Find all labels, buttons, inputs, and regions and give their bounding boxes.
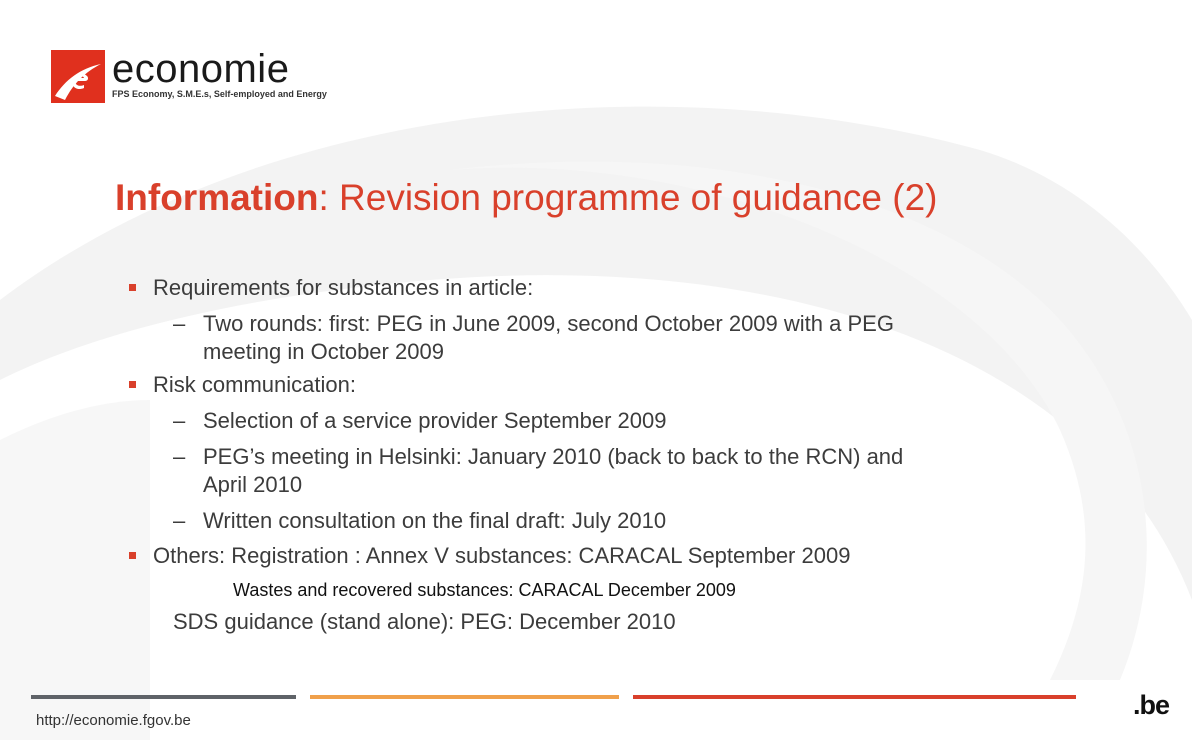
bullet-item-1: Requirements for substances in article: xyxy=(153,275,534,300)
logo-wordmark: economie xyxy=(112,47,290,91)
footer-bar-grey xyxy=(31,695,296,699)
bullet-square-icon xyxy=(129,284,136,291)
footer-url-link[interactable]: http://economie.fgov.be xyxy=(36,712,191,729)
be-logo: .be xyxy=(1133,690,1170,720)
sub-item-1-1-cont: meeting in October 2009 xyxy=(203,339,444,364)
dash-marker: – xyxy=(173,311,186,336)
bullet-item-3: Others: Registration : Annex V substances: CARACAL September 2009 xyxy=(153,543,851,568)
sub-item-2-2-cont: April 2010 xyxy=(203,472,303,497)
title-bold: Information xyxy=(115,177,319,218)
footer-bar-orange xyxy=(310,695,619,699)
bullet-item-2: Risk communication: xyxy=(153,372,356,397)
title-rest: : Revision programme of guidance (2) xyxy=(318,177,938,218)
bullet-item-3-cont-1: Wastes and recovered substances: CARACAL December 2009 xyxy=(233,580,736,600)
dash-marker: – xyxy=(173,444,186,469)
bullet-item-3-cont-2: SDS guidance (stand alone): PEG: December 2010 xyxy=(173,609,676,634)
sub-item-2-3: Written consultation on the final draft: July 2010 xyxy=(203,508,667,533)
sub-item-1-1: Two rounds: first: PEG in June 2009, second October 2009 with a PEG xyxy=(203,311,894,336)
bullet-square-icon xyxy=(129,381,136,388)
logo-subtitle: FPS Economy, S.M.E.s, Self-employed and Energy xyxy=(112,89,327,99)
dash-marker: – xyxy=(173,408,186,433)
bullet-square-icon xyxy=(129,552,136,559)
sub-item-2-1: Selection of a service provider September 2009 xyxy=(203,408,667,433)
footer-bar-red xyxy=(633,695,1076,699)
dash-marker: – xyxy=(173,508,186,533)
sub-item-2-2: PEG’s meeting in Helsinki: January 2010 (back to back to the RCN) and xyxy=(203,444,904,469)
